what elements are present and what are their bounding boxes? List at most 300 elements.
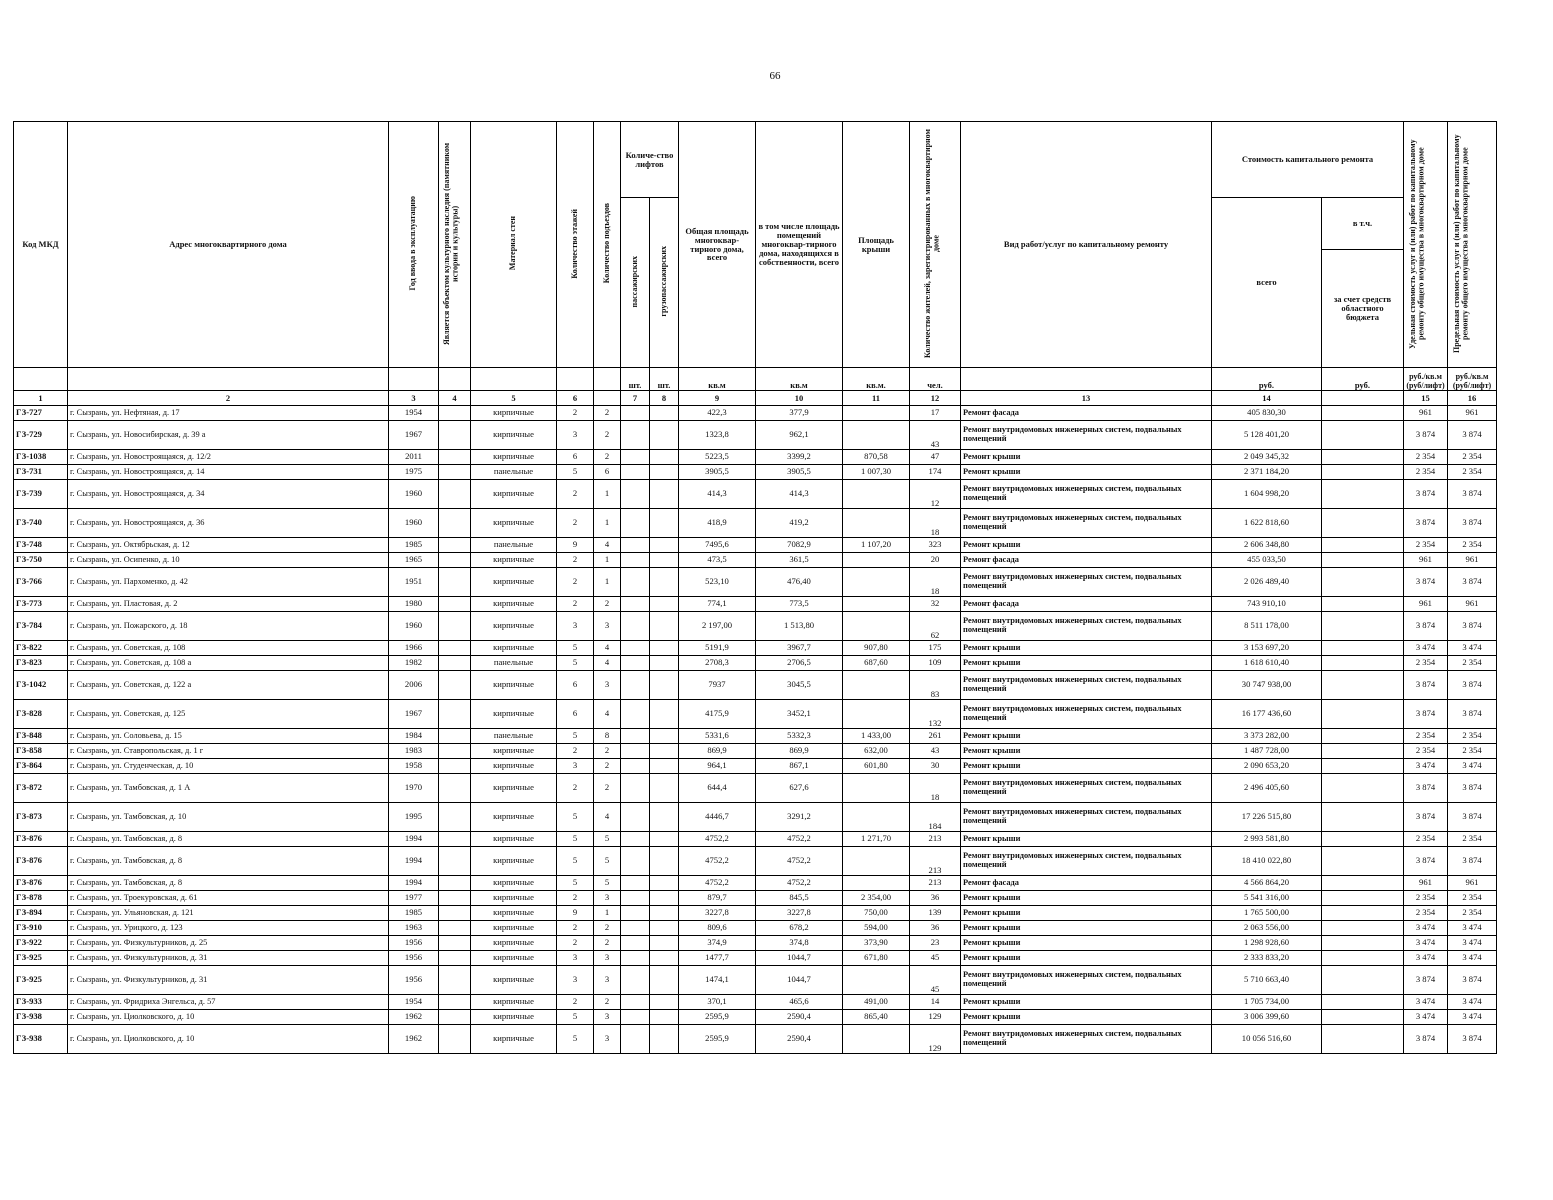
cell-floors: 3 — [557, 966, 594, 995]
cell-roof-area — [843, 803, 910, 832]
cell-unit-cost: 2 354 — [1404, 656, 1448, 671]
cell-residents: 47 — [910, 450, 961, 465]
cell-heritage — [439, 538, 471, 553]
cell-work-type: Ремонт фасада — [961, 553, 1212, 568]
cell-regional-cost — [1322, 465, 1404, 480]
cell-unit-cost: 3 874 — [1404, 803, 1448, 832]
cell-floors: 5 — [557, 876, 594, 891]
cell-regional-cost — [1322, 906, 1404, 921]
cell-cost-total: 2 496 405,60 — [1212, 774, 1322, 803]
cell-residents: 83 — [910, 671, 961, 700]
cell-material: кирпичные — [471, 891, 557, 906]
cell-entrances: 3 — [594, 1010, 621, 1025]
cell-total-area: 5331,6 — [679, 729, 756, 744]
cell-unit-cost: 2 354 — [1404, 729, 1448, 744]
cell-total-area: 3905,5 — [679, 465, 756, 480]
cell-address: г. Сызрань, ул. Нефтяная, д. 17 — [68, 406, 389, 421]
cell-address: г. Сызрань, ул. Циолковского, д. 10 — [68, 1010, 389, 1025]
cell-year: 1995 — [389, 803, 439, 832]
unit-max-cost: руб./кв.м (руб/лифт) — [1448, 368, 1497, 391]
cell-year: 1977 — [389, 891, 439, 906]
cell-regional-cost — [1322, 656, 1404, 671]
cell-floors: 2 — [557, 553, 594, 568]
cell-passenger-lifts — [621, 671, 650, 700]
cell-heritage — [439, 891, 471, 906]
cell-passenger-lifts — [621, 744, 650, 759]
column-number: 16 — [1448, 391, 1497, 406]
table-row — [14, 480, 1497, 509]
cell-year: 1956 — [389, 936, 439, 951]
cell-owned-area: 5332,3 — [756, 729, 843, 744]
cell-residents: 45 — [910, 966, 961, 995]
table-row — [14, 671, 1497, 700]
cell-total-area: 422,3 — [679, 406, 756, 421]
table-row — [14, 568, 1497, 597]
column-number: 7 — [621, 391, 650, 406]
cell-cost-total: 1 298 928,60 — [1212, 936, 1322, 951]
cell-heritage — [439, 421, 471, 450]
cell-roof-area: 1 271,70 — [843, 832, 910, 847]
cell-unit-cost: 2 354 — [1404, 538, 1448, 553]
cell-cost-total: 455 033,50 — [1212, 553, 1322, 568]
cell-floors: 6 — [557, 450, 594, 465]
cell-material: кирпичные — [471, 995, 557, 1010]
cell-total-area: 1323,8 — [679, 421, 756, 450]
cell-regional-cost — [1322, 480, 1404, 509]
cell-cargo-lifts — [650, 406, 679, 421]
cell-entrances: 1 — [594, 906, 621, 921]
cell-entrances: 2 — [594, 597, 621, 612]
cell-regional-cost — [1322, 891, 1404, 906]
cell-passenger-lifts — [621, 553, 650, 568]
cell-max-cost: 3 474 — [1448, 921, 1497, 936]
header-cost-total: всего — [1212, 198, 1322, 368]
cell-work-type: Ремонт фасада — [961, 876, 1212, 891]
cell-total-area: 644,4 — [679, 774, 756, 803]
cell-regional-cost — [1322, 1025, 1404, 1054]
cell-regional-cost — [1322, 641, 1404, 656]
table-row — [14, 421, 1497, 450]
cell-year: 1970 — [389, 774, 439, 803]
cell-max-cost: 3 474 — [1448, 936, 1497, 951]
cell-owned-area: 476,40 — [756, 568, 843, 597]
header-lifts: Количе-ство лифтов — [621, 122, 679, 198]
cell-year: 1975 — [389, 465, 439, 480]
cell-code: ГЗ-938 — [14, 1025, 68, 1054]
cell-unit-cost: 2 354 — [1404, 832, 1448, 847]
cell-roof-area: 601,80 — [843, 759, 910, 774]
cell-roof-area: 1 433,00 — [843, 729, 910, 744]
cell-heritage — [439, 921, 471, 936]
unit-roof-area: кв.м. — [843, 368, 910, 391]
cell-address: г. Сызрань, ул. Ульяновская, д. 121 — [68, 906, 389, 921]
cell-total-area: 869,9 — [679, 744, 756, 759]
cell-regional-cost — [1322, 759, 1404, 774]
cell-owned-area: 3227,8 — [756, 906, 843, 921]
cell-unit-cost: 2 354 — [1404, 744, 1448, 759]
cell-cost-total: 4 566 864,20 — [1212, 876, 1322, 891]
cell-entrances: 1 — [594, 568, 621, 597]
cell-floors: 9 — [557, 538, 594, 553]
cell-floors: 5 — [557, 641, 594, 656]
cell-roof-area — [843, 421, 910, 450]
cell-owned-area: 3399,2 — [756, 450, 843, 465]
cell-material: кирпичные — [471, 700, 557, 729]
cell-passenger-lifts — [621, 995, 650, 1010]
cell-entrances: 3 — [594, 891, 621, 906]
cell-roof-area — [843, 480, 910, 509]
header-roof-area: Площадь крыши — [843, 122, 910, 368]
cell-material: кирпичные — [471, 406, 557, 421]
cell-passenger-lifts — [621, 406, 650, 421]
cell-max-cost: 961 — [1448, 876, 1497, 891]
cell-residents: 174 — [910, 465, 961, 480]
cell-roof-area: 2 354,00 — [843, 891, 910, 906]
cell-cost-total: 16 177 436,60 — [1212, 700, 1322, 729]
cell-code: ГЗ-876 — [14, 876, 68, 891]
cell-owned-area: 7082,9 — [756, 538, 843, 553]
cell-regional-cost — [1322, 832, 1404, 847]
cell-address: г. Сызрань, ул. Физкультурников, д. 25 — [68, 936, 389, 951]
unit-total-area: кв.м — [679, 368, 756, 391]
cell-cargo-lifts — [650, 891, 679, 906]
cell-code: ГЗ-848 — [14, 729, 68, 744]
cell-owned-area: 4752,2 — [756, 832, 843, 847]
cell-passenger-lifts — [621, 921, 650, 936]
cell-regional-cost — [1322, 936, 1404, 951]
cell-address: г. Сызрань, ул. Фридриха Энгельса, д. 57 — [68, 995, 389, 1010]
cell-passenger-lifts — [621, 966, 650, 995]
cell-floors: 2 — [557, 921, 594, 936]
cell-material: кирпичные — [471, 671, 557, 700]
cell-unit-cost: 961 — [1404, 553, 1448, 568]
cell-year: 1960 — [389, 480, 439, 509]
cell-residents: 17 — [910, 406, 961, 421]
cell-entrances: 4 — [594, 700, 621, 729]
column-number: 3 — [389, 391, 439, 406]
cell-work-type: Ремонт крыши — [961, 641, 1212, 656]
cell-passenger-lifts — [621, 1010, 650, 1025]
cell-cost-total: 2 063 556,00 — [1212, 921, 1322, 936]
cell-floors: 2 — [557, 744, 594, 759]
cell-cost-total: 18 410 022,80 — [1212, 847, 1322, 876]
cell-entrances: 6 — [594, 465, 621, 480]
column-number: 15 — [1404, 391, 1448, 406]
cell-passenger-lifts — [621, 876, 650, 891]
cell-address: г. Сызрань, ул. Урицкого, д. 123 — [68, 921, 389, 936]
cell-regional-cost — [1322, 538, 1404, 553]
cell-year: 1985 — [389, 538, 439, 553]
header-material: Материал стен — [508, 216, 518, 271]
cell-cargo-lifts — [650, 421, 679, 450]
cell-unit-cost: 3 874 — [1404, 700, 1448, 729]
cell-heritage — [439, 936, 471, 951]
cell-work-type: Ремонт крыши — [961, 832, 1212, 847]
cell-total-area: 7495,6 — [679, 538, 756, 553]
cell-material: кирпичные — [471, 597, 557, 612]
cell-unit-cost: 3 474 — [1404, 759, 1448, 774]
cell-cargo-lifts — [650, 553, 679, 568]
cell-year: 1967 — [389, 421, 439, 450]
cell-year: 1994 — [389, 876, 439, 891]
cell-regional-cost — [1322, 847, 1404, 876]
cell-roof-area — [843, 406, 910, 421]
unit-cost-total: руб. — [1212, 368, 1322, 391]
cell-total-area: 4446,7 — [679, 803, 756, 832]
cell-entrances: 3 — [594, 966, 621, 995]
unit-unit-cost: руб./кв.м (руб/лифт) — [1404, 368, 1448, 391]
unit-passenger: шт. — [621, 368, 650, 391]
table-row — [14, 1025, 1497, 1054]
cell-work-type: Ремонт крыши — [961, 729, 1212, 744]
cell-address: г. Сызрань, ул. Новосибирская, д. 39 а — [68, 421, 389, 450]
cell-work-type: Ремонт крыши — [961, 656, 1212, 671]
repair-register-table — [13, 121, 1497, 1054]
cell-floors: 2 — [557, 406, 594, 421]
cell-residents: 14 — [910, 995, 961, 1010]
column-number — [594, 391, 621, 406]
cell-cargo-lifts — [650, 966, 679, 995]
cell-cost-total: 1 622 818,60 — [1212, 509, 1322, 538]
cell-regional-cost — [1322, 921, 1404, 936]
cell-year: 1956 — [389, 951, 439, 966]
cell-entrances: 2 — [594, 421, 621, 450]
cell-floors: 3 — [557, 759, 594, 774]
cell-floors: 5 — [557, 803, 594, 832]
header-heritage: Является объектом культурного наследия (памятником истории и культуры) — [441, 142, 459, 345]
cell-cost-total: 2 090 653,20 — [1212, 759, 1322, 774]
cell-year: 1980 — [389, 597, 439, 612]
cell-year: 1958 — [389, 759, 439, 774]
cell-cargo-lifts — [650, 995, 679, 1010]
cell-year: 1960 — [389, 509, 439, 538]
cell-regional-cost — [1322, 966, 1404, 995]
cell-roof-area — [843, 612, 910, 641]
cell-unit-cost: 3 874 — [1404, 568, 1448, 597]
cell-total-area: 5223,5 — [679, 450, 756, 465]
cell-residents: 213 — [910, 847, 961, 876]
cell-passenger-lifts — [621, 421, 650, 450]
cell-cost-total: 2 371 184,20 — [1212, 465, 1322, 480]
table-row — [14, 656, 1497, 671]
cell-code: ГЗ-858 — [14, 744, 68, 759]
cell-max-cost: 2 354 — [1448, 729, 1497, 744]
cell-regional-cost — [1322, 553, 1404, 568]
cell-roof-area: 865,40 — [843, 1010, 910, 1025]
header-regional: за счет средств областного бюджета — [1322, 250, 1404, 368]
cell-cargo-lifts — [650, 597, 679, 612]
cell-max-cost: 3 474 — [1448, 995, 1497, 1010]
table-row — [14, 921, 1497, 936]
cell-address: г. Сызрань, ул. Тамбовская, д. 1 А — [68, 774, 389, 803]
cell-floors: 5 — [557, 832, 594, 847]
cell-work-type: Ремонт крыши — [961, 538, 1212, 553]
cell-total-area: 774,1 — [679, 597, 756, 612]
cell-unit-cost: 2 354 — [1404, 450, 1448, 465]
table-row — [14, 759, 1497, 774]
cell-total-area: 2 197,00 — [679, 612, 756, 641]
cell-owned-area: 773,5 — [756, 597, 843, 612]
cell-heritage — [439, 406, 471, 421]
table-body — [14, 406, 1497, 1054]
cell-regional-cost — [1322, 700, 1404, 729]
cell-owned-area: 627,6 — [756, 774, 843, 803]
cell-roof-area: 491,00 — [843, 995, 910, 1010]
cell-entrances: 3 — [594, 951, 621, 966]
cell-entrances: 1 — [594, 480, 621, 509]
cell-address: г. Сызрань, ул. Тамбовская, д. 8 — [68, 832, 389, 847]
cell-entrances: 2 — [594, 936, 621, 951]
table-row — [14, 774, 1497, 803]
cell-material: кирпичные — [471, 421, 557, 450]
cell-passenger-lifts — [621, 951, 650, 966]
cell-address: г. Сызрань, ул. Тамбовская, д. 8 — [68, 847, 389, 876]
cell-regional-cost — [1322, 774, 1404, 803]
cell-work-type: Ремонт крыши — [961, 936, 1212, 951]
cell-cargo-lifts — [650, 876, 679, 891]
table-row — [14, 553, 1497, 568]
cell-year: 1984 — [389, 729, 439, 744]
cell-cost-total: 5 541 316,00 — [1212, 891, 1322, 906]
column-number: 6 — [557, 391, 594, 406]
cell-total-area: 523,10 — [679, 568, 756, 597]
cell-floors: 2 — [557, 774, 594, 803]
cell-cargo-lifts — [650, 671, 679, 700]
cell-heritage — [439, 465, 471, 480]
cell-cost-total: 1 765 500,00 — [1212, 906, 1322, 921]
cell-max-cost: 2 354 — [1448, 538, 1497, 553]
cell-floors: 6 — [557, 671, 594, 700]
cell-unit-cost: 3 474 — [1404, 995, 1448, 1010]
cell-owned-area: 3291,2 — [756, 803, 843, 832]
cell-owned-area: 377,9 — [756, 406, 843, 421]
column-number: 1 — [14, 391, 68, 406]
cell-cost-total: 2 333 833,20 — [1212, 951, 1322, 966]
cell-passenger-lifts — [621, 906, 650, 921]
cell-material: кирпичные — [471, 906, 557, 921]
table-row — [14, 465, 1497, 480]
cell-work-type: Ремонт внутридомовых инженерных систем, подвальных помещений — [961, 847, 1212, 876]
cell-cost-total: 2 993 581,80 — [1212, 832, 1322, 847]
cell-address: г. Сызрань, ул. Новостроящаяся, д. 36 — [68, 509, 389, 538]
cell-floors: 3 — [557, 421, 594, 450]
cell-passenger-lifts — [621, 759, 650, 774]
cell-total-area: 2595,9 — [679, 1025, 756, 1054]
table-row — [14, 995, 1497, 1010]
cell-roof-area — [843, 700, 910, 729]
table-row — [14, 597, 1497, 612]
cell-work-type: Ремонт внутридомовых инженерных систем, подвальных помещений — [961, 421, 1212, 450]
cell-cost-total: 1 618 610,40 — [1212, 656, 1322, 671]
cell-total-area: 4752,2 — [679, 876, 756, 891]
cell-code: ГЗ-739 — [14, 480, 68, 509]
cell-unit-cost: 3 874 — [1404, 966, 1448, 995]
cell-floors: 3 — [557, 612, 594, 641]
cell-floors: 5 — [557, 1025, 594, 1054]
cell-address: г. Сызрань, ул. Пластовая, д. 2 — [68, 597, 389, 612]
cell-residents: 43 — [910, 744, 961, 759]
header-address: Адрес многоквартирного дома — [68, 122, 389, 368]
cell-year: 1985 — [389, 906, 439, 921]
cell-owned-area: 962,1 — [756, 421, 843, 450]
cell-passenger-lifts — [621, 891, 650, 906]
table-row — [14, 876, 1497, 891]
unit-owned-area: кв.м — [756, 368, 843, 391]
cell-cargo-lifts — [650, 480, 679, 509]
cell-heritage — [439, 803, 471, 832]
table-row — [14, 538, 1497, 553]
cell-cargo-lifts — [650, 951, 679, 966]
cell-year: 1966 — [389, 641, 439, 656]
cell-floors: 3 — [557, 951, 594, 966]
cell-cargo-lifts — [650, 450, 679, 465]
cell-residents: 43 — [910, 421, 961, 450]
cell-code: ГЗ-910 — [14, 921, 68, 936]
cell-residents: 18 — [910, 774, 961, 803]
cell-code: ГЗ-925 — [14, 951, 68, 966]
cell-passenger-lifts — [621, 774, 650, 803]
cell-material: кирпичные — [471, 509, 557, 538]
table-row — [14, 1010, 1497, 1025]
cell-work-type: Ремонт внутридомовых инженерных систем, подвальных помещений — [961, 774, 1212, 803]
cell-year: 1956 — [389, 966, 439, 995]
cell-roof-area: 632,00 — [843, 744, 910, 759]
header-year: Год ввода в эксплуатацию — [408, 196, 418, 291]
cell-heritage — [439, 876, 471, 891]
cell-work-type: Ремонт крыши — [961, 995, 1212, 1010]
cell-cargo-lifts — [650, 465, 679, 480]
cell-code: ГЗ-894 — [14, 906, 68, 921]
cell-code: ГЗ-873 — [14, 803, 68, 832]
cell-heritage — [439, 700, 471, 729]
cell-regional-cost — [1322, 803, 1404, 832]
cell-code: ГЗ-740 — [14, 509, 68, 538]
cell-code: ГЗ-1042 — [14, 671, 68, 700]
cell-cost-total: 8 511 178,00 — [1212, 612, 1322, 641]
cell-material: кирпичные — [471, 759, 557, 774]
cell-unit-cost: 3 874 — [1404, 671, 1448, 700]
cell-year: 1994 — [389, 832, 439, 847]
cell-cargo-lifts — [650, 656, 679, 671]
cell-address: г. Сызрань, ул. Тамбовская, д. 8 — [68, 876, 389, 891]
cell-unit-cost: 3 874 — [1404, 509, 1448, 538]
cell-total-area: 374,9 — [679, 936, 756, 951]
cell-regional-cost — [1322, 597, 1404, 612]
cell-code: ГЗ-938 — [14, 1010, 68, 1025]
cell-address: г. Сызрань, ул. Физкультурников, д. 31 — [68, 966, 389, 995]
cell-max-cost: 2 354 — [1448, 906, 1497, 921]
cell-material: кирпичные — [471, 803, 557, 832]
cell-address: г. Сызрань, ул. Пожарского, д. 18 — [68, 612, 389, 641]
cell-passenger-lifts — [621, 1025, 650, 1054]
table-row — [14, 936, 1497, 951]
cell-heritage — [439, 597, 471, 612]
cell-unit-cost: 2 354 — [1404, 465, 1448, 480]
column-number: 11 — [843, 391, 910, 406]
cell-residents: 12 — [910, 480, 961, 509]
cell-owned-area: 3905,5 — [756, 465, 843, 480]
cell-total-area: 414,3 — [679, 480, 756, 509]
cell-entrances: 5 — [594, 876, 621, 891]
cell-owned-area: 3452,1 — [756, 700, 843, 729]
cell-address: г. Сызрань, ул. Советская, д. 108 — [68, 641, 389, 656]
cell-floors: 5 — [557, 847, 594, 876]
cell-roof-area: 870,58 — [843, 450, 910, 465]
cell-cost-total: 1 487 728,00 — [1212, 744, 1322, 759]
table-row — [14, 803, 1497, 832]
cell-max-cost: 2 354 — [1448, 465, 1497, 480]
cell-floors: 5 — [557, 729, 594, 744]
